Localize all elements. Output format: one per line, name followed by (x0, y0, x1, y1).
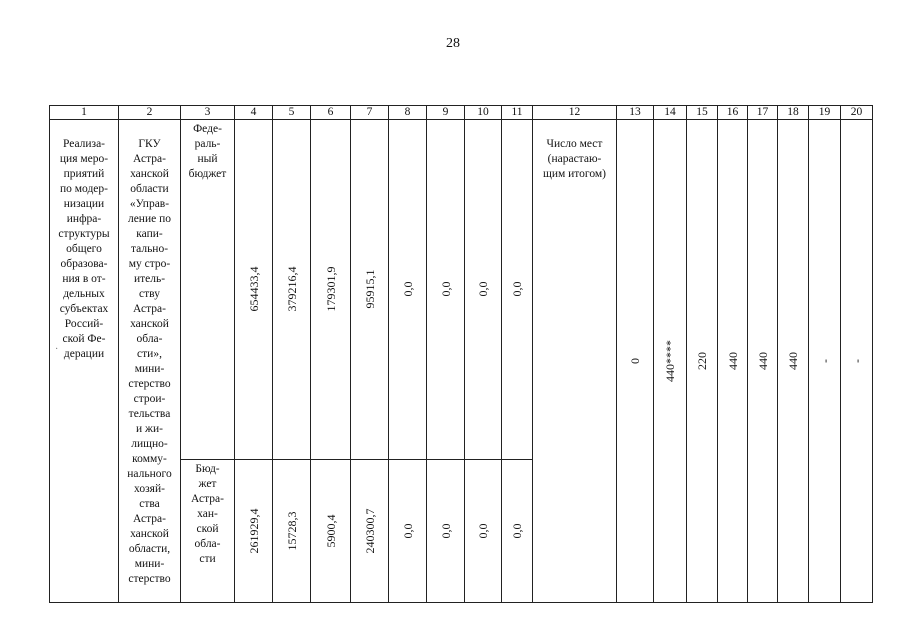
federal-value-col9 (427, 120, 465, 460)
col-num-7: 7 (351, 106, 389, 120)
value-text: 240300,7 (362, 508, 377, 554)
executor-cell (119, 120, 181, 603)
col-num-10: 10 (465, 106, 502, 120)
indicator-col16 (718, 120, 748, 603)
col-num-14: 14 (654, 106, 687, 120)
col-num-17: 17 (748, 106, 778, 120)
value-text: 15728,3 (284, 511, 299, 551)
col-num-16: 16 (718, 106, 748, 120)
col-num-8: 8 (389, 106, 427, 120)
indicator-value: 440**** (663, 340, 677, 382)
indicator-value: - (817, 359, 832, 363)
funding-source-regional: Бюд- жет Астра- хан- ской обла- сти (181, 459, 235, 602)
col-num-4: 4 (235, 106, 273, 120)
regional-value-col11 (502, 459, 533, 602)
indicator-col15 (687, 120, 718, 603)
regional-value-col9 (427, 459, 465, 602)
executor-name: ГКУ Астра- ханской области «Управ- ление по капи- тально- му стро- итель- ству Астра- ханской обла- сти», мини- стерство строи- тельства и жи- лищно- комму- нального хозяй- ства Астра- ханской области, мини- стерство (127, 138, 172, 585)
col-num-6: 6 (311, 106, 351, 120)
value-text: 379216,4 (284, 266, 299, 312)
stray-dot: · (55, 344, 59, 355)
page-number: 28 (446, 36, 460, 51)
indicator-name: Число мест (нарастаю- щим итогом) (542, 138, 606, 180)
value-text: 5900,4 (323, 514, 338, 548)
regional-value-col5 (273, 459, 311, 602)
indicator-col20 (841, 120, 873, 603)
federal-value-col11 (502, 120, 533, 460)
indicator-value: 440 (755, 352, 770, 370)
value-text: 654433,4 (246, 266, 261, 312)
col-num-19: 19 (809, 106, 841, 120)
funding-source-federal: Феде- раль- ный бюджет (181, 120, 235, 460)
col-num-9: 9 (427, 106, 465, 120)
col-num-20: 20 (841, 106, 873, 120)
column-number-row (50, 106, 873, 120)
indicator-col14 (654, 120, 687, 603)
col-num-5: 5 (273, 106, 311, 120)
indicator-value: - (849, 359, 864, 363)
indicator-col18 (778, 120, 809, 603)
value-text: 0,0 (438, 523, 453, 539)
program-table (49, 105, 873, 603)
indicator-col17 (748, 120, 778, 603)
col-num-13: 13 (617, 106, 654, 120)
federal-value-col6 (311, 120, 351, 460)
indicator-value: 0 (628, 358, 642, 364)
col-num-11: 11 (502, 106, 533, 120)
value-text: 95915,1 (362, 269, 377, 309)
activity-name-cell (50, 120, 119, 603)
indicator-name-cell (533, 120, 617, 603)
value-text: 0,0 (476, 523, 490, 539)
col-num-12: 12 (533, 106, 617, 120)
indicator-value: 220 (695, 352, 709, 370)
federal-value-col4 (235, 120, 273, 460)
regional-value-col7 (351, 459, 389, 602)
table-row-federal (50, 120, 873, 460)
col-num-2: 2 (119, 106, 181, 120)
value-text: 0,0 (510, 523, 524, 539)
value-text: 0,0 (400, 281, 415, 297)
federal-value-col5 (273, 120, 311, 460)
regional-value-col8 (389, 459, 427, 602)
indicator-col19 (809, 120, 841, 603)
regional-value-col10 (465, 459, 502, 602)
federal-value-col10 (465, 120, 502, 460)
value-text: 179301,9 (323, 266, 338, 312)
col-num-15: 15 (687, 106, 718, 120)
value-text: 0,0 (438, 281, 453, 297)
federal-value-col8 (389, 120, 427, 460)
federal-value-col7 (351, 120, 389, 460)
indicator-value: 440 (786, 352, 800, 370)
col-num-1: 1 (50, 106, 119, 120)
col-num-3: 3 (181, 106, 235, 120)
regional-value-col6 (311, 459, 351, 602)
activity-name: Реализа- ция меро- приятий по модер- низации инфра- структуры общего образова- ния в от- дельных субъектах Россий- ской Фе- дерации (58, 138, 110, 360)
col-num-18: 18 (778, 106, 809, 120)
indicator-value: 440 (725, 352, 740, 370)
value-text: 0,0 (400, 523, 415, 539)
value-text: 0,0 (476, 281, 490, 297)
value-text: 0,0 (510, 281, 524, 297)
value-text: 261929,4 (246, 508, 261, 554)
regional-value-col4 (235, 459, 273, 602)
indicator-col13 (617, 120, 654, 603)
